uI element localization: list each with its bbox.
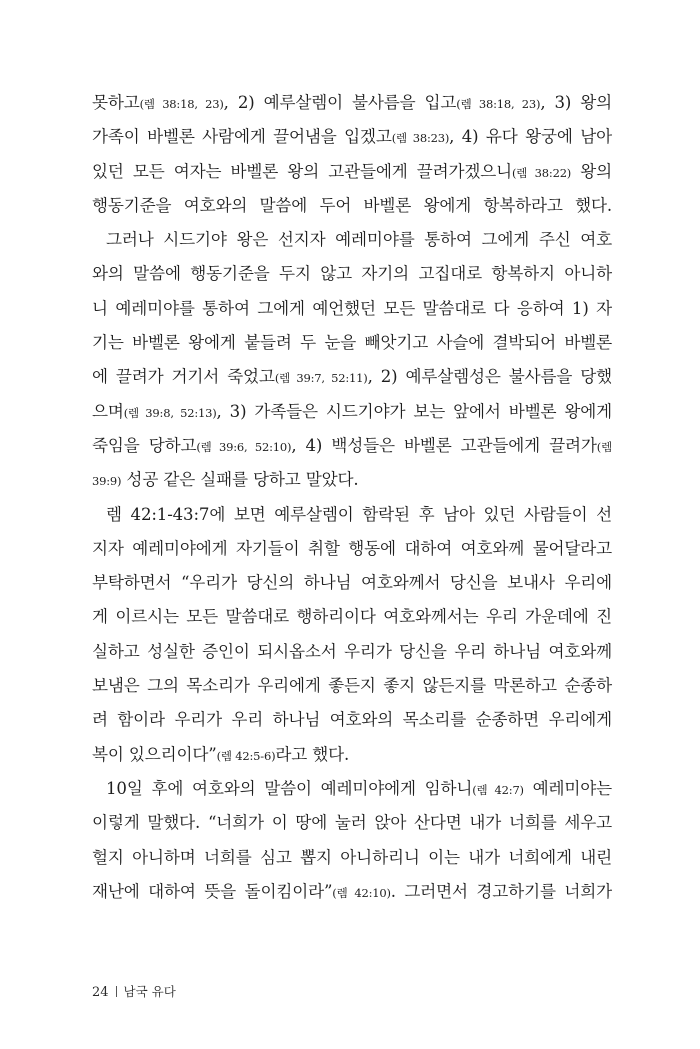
scripture-reference: (렘 39:8, 52:13): [123, 405, 217, 420]
scripture-reference: (렘 39:6, 52:10): [196, 439, 292, 454]
text-line: 이렇게 말했다. “너희가 이 땅에 눌러 앉아 산다면 내가 너희를 세우고: [92, 813, 612, 833]
text-line: 못하고(렘 38:18, 23), 2) 예루살렘이 불사름을 입고(렘 38:18, 23), 3) 왕의: [92, 93, 612, 112]
text-line: 재난에 대하여 뜻을 돌이킴이라”(렘 42:10). 그러면서 경고하기를 너희가: [92, 881, 612, 901]
text-line: 와의 말씀에 행동기준을 두지 않고 자기의 고집대로 항복하지 아니하: [92, 264, 612, 284]
scripture-reference: (렘 42:10): [332, 885, 391, 900]
text-line: 죽임을 당하고(렘 39:6, 52:10), 4) 백성들은 바벨론 고관들에게 끌려가(렘: [92, 435, 612, 455]
text-line: 실하고 성실한 증인이 되시옵소서 우리가 당신을 우리 하나님 여호와께: [92, 641, 612, 661]
scripture-reference: (렘 38:18, 23): [139, 97, 224, 111]
text-line: 게 이르시는 모든 말씀대로 행하리이다 여호와께서는 우리 가운데에 진: [92, 607, 612, 627]
text-line: 려 함이라 우리가 우리 하나님 여호와의 목소리를 순종하면 우리에게: [92, 710, 612, 730]
scripture-reference: (렘 38:18, 23): [456, 97, 541, 111]
page-number: 24: [92, 985, 109, 1000]
text-line: 복이 있으리이다”(렘 42:5-6)라고 했다.: [92, 744, 350, 764]
text-line: 부탁하면서 “우리가 당신의 하나님 여호와께서 당신을 보내사 우리에: [92, 573, 612, 593]
scripture-reference: (렘 39:7, 52:11): [274, 371, 368, 386]
text-line: 지자 예레미야에게 자기들이 취할 행동에 대하여 여호와께 물어달라고: [92, 538, 612, 558]
paragraph-start-line: 10일 후에 여호와의 말씀이 예레미야에게 임하니(렘 42:7) 예레미야는: [106, 778, 613, 798]
scripture-reference: 39:9): [92, 474, 122, 489]
scripture-reference: (렘 42:5-6): [216, 748, 276, 763]
scripture-reference: (렘 42:7): [472, 782, 524, 797]
text-line: 에 끌려가 거기서 죽었고(렘 39:7, 52:11), 2) 예루살렘성은 불사름을 당했: [92, 367, 613, 387]
text-line: 행동기준을 여호와의 말씀에 두어 바벨론 왕에게 항복하라고 했다.: [92, 195, 612, 215]
text-line: 헐지 아니하며 너희를 심고 뽑지 아니하리니 이는 내가 너희에게 내린: [92, 847, 612, 867]
text-line: 보냄은 그의 목소리가 우리에게 좋든지 좋지 않든지를 막론하고 순종하: [92, 676, 612, 696]
page-footer: [92, 982, 176, 1000]
body-text: [92, 86, 612, 909]
text-line: 기는 바벨론 왕에게 붙들려 두 눈을 빼앗기고 사슬에 결박되어 바벨론: [92, 333, 612, 353]
text-line: 가족이 바벨론 사람에게 끌어냄을 입겠고(렘 38:23), 4) 유다 왕궁에 남아: [92, 127, 612, 147]
scripture-reference: (렘: [596, 439, 612, 454]
footer-divider: [116, 986, 117, 997]
paragraph-start-line: 렘 42:1-43:7에 보면 예루살렘이 함락된 후 남아 있던 사람들이 선: [106, 504, 612, 524]
scripture-reference: (렘 38:22): [512, 165, 572, 180]
text-line: 39:9) 성공 같은 실패를 당하고 말았다.: [92, 470, 359, 490]
section-title: 남국 유다: [123, 984, 176, 999]
text-line: 으며(렘 39:8, 52:13), 3) 가족들은 시드기야가 보는 앞에서 바벨론 왕에게: [92, 401, 613, 421]
text-line: 니 예레미야를 통하여 그에게 예언했던 모든 말씀대로 다 응하여 1) 자: [92, 298, 612, 318]
text-line: 있던 모든 여자는 바벨론 왕의 고관들에게 끌려가겠으니(렘 38:22) 왕의: [92, 161, 612, 181]
scripture-reference: (렘 38:23): [391, 131, 450, 146]
paragraph-start-line: 그러나 시드기야 왕은 선지자 예레미야를 통하여 그에게 주신 여호: [106, 230, 612, 250]
